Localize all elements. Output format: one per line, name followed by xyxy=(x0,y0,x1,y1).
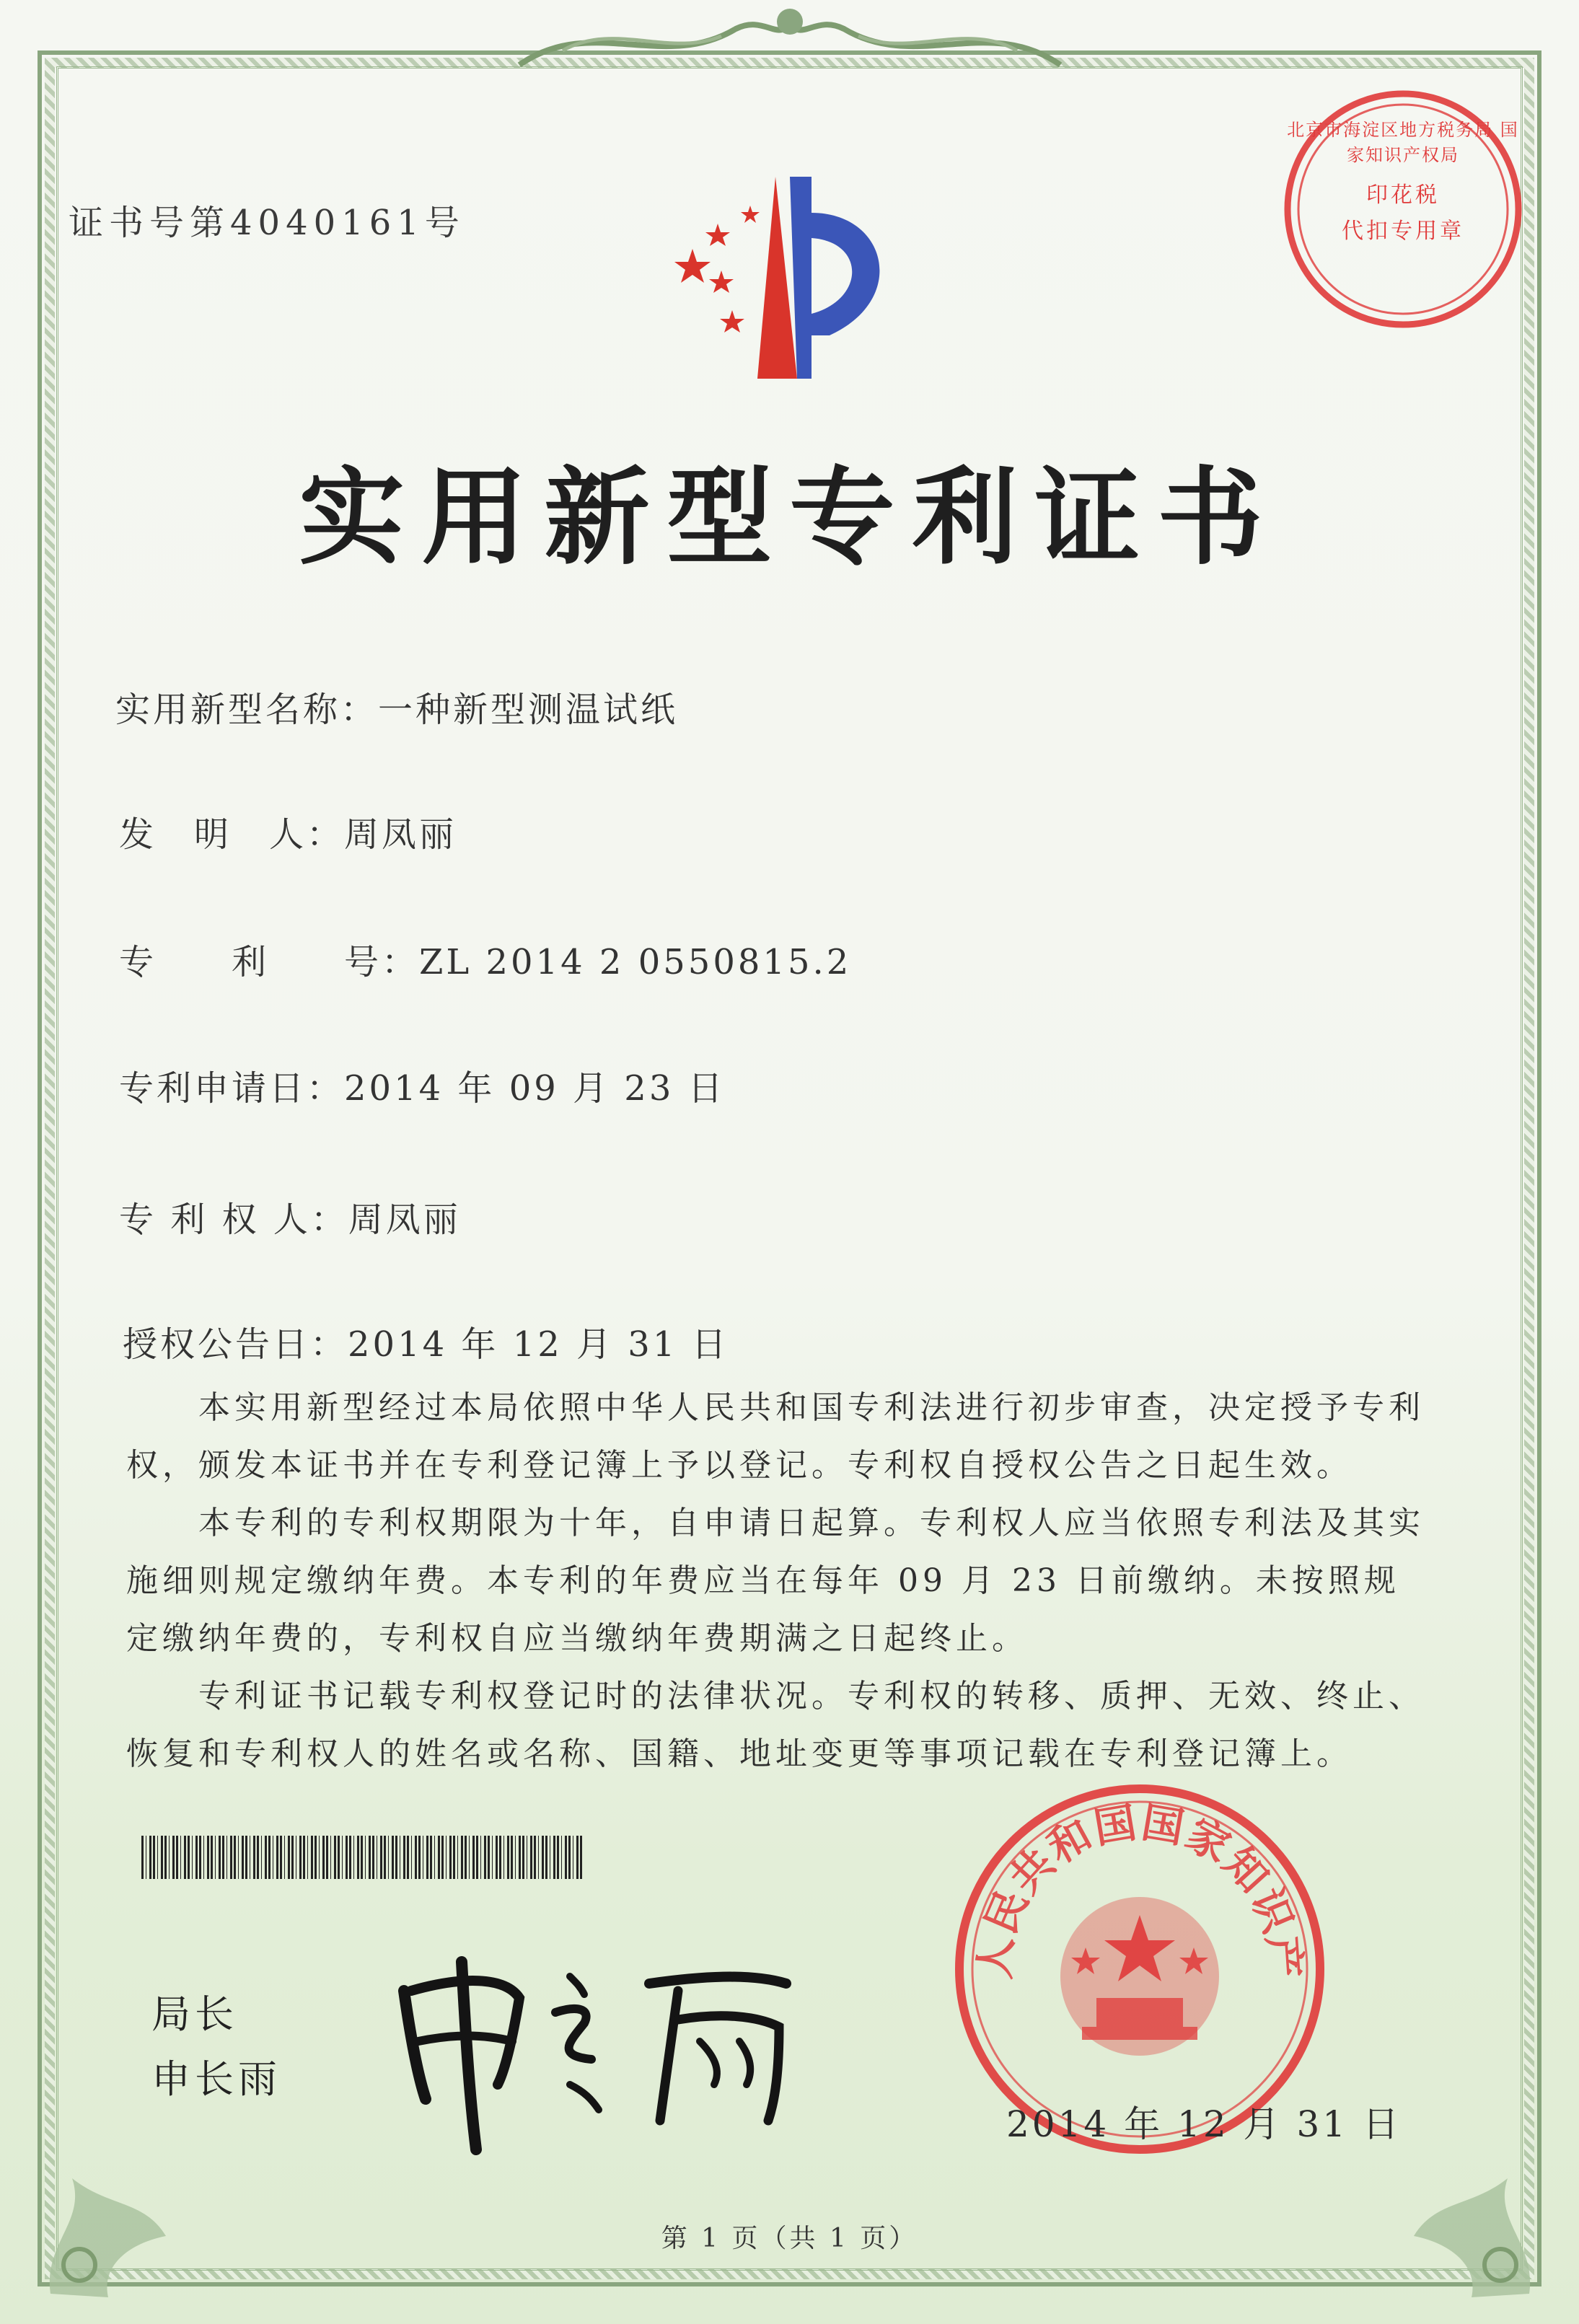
director-title: 局长 xyxy=(151,1991,238,2037)
director-name: 申长雨 xyxy=(151,2056,281,2102)
field-patent-number-label: 专 利 号： xyxy=(119,942,420,982)
field-name xyxy=(115,682,678,731)
field-name-label: 实用新型名称： xyxy=(115,690,379,730)
field-grant-date xyxy=(123,1316,729,1366)
page-title: 实用新型专利证书 xyxy=(299,457,1280,579)
field-inventor-value: 周凤丽 xyxy=(344,814,457,855)
field-grant-date-label: 授权公告日： xyxy=(123,1324,348,1365)
field-patentee xyxy=(119,1192,461,1241)
tax-seal xyxy=(1280,87,1526,332)
field-patent-number-value: ZL 2014 2 0550815.2 xyxy=(419,942,852,982)
tax-seal-center-line-2: 代扣专用章 xyxy=(1342,219,1464,244)
field-patent-number xyxy=(119,934,851,984)
field-inventor-label: 发 明 人： xyxy=(119,814,345,855)
official-seal-text: 人民共和国国家知识产 xyxy=(969,1797,1310,1981)
certificate-number: 证书号第4040161号 xyxy=(69,203,465,243)
field-grant-date-value: 2014 年 12 月 31 日 xyxy=(348,1324,729,1365)
tax-seal-ring-text: 北京市海淀区地方税务局 国家知识产权局 xyxy=(1287,120,1519,165)
field-inventor xyxy=(119,806,457,856)
issue-date: 2014 年 12 月 31 日 xyxy=(1006,2103,1402,2145)
field-patentee-value: 周凤丽 xyxy=(348,1200,461,1240)
body-paragraph-2: 本专利的专利权期限为十年，自申请日起算。专利权人应当依照专利法及其实施细则规定缴纳年费。本专利的年费应当在每年 09 月 23 日前缴纳。未按照规定缴纳年费的，专利权自应当缴纳年费期满之日起终止。 xyxy=(126,1505,1425,1657)
director-signature xyxy=(375,1933,822,2157)
top-ornament xyxy=(505,0,1075,79)
field-patentee-label: 专 利 权 人： xyxy=(119,1200,348,1240)
tax-seal-center-line-1: 印花税 xyxy=(1366,182,1440,208)
field-application-date-label: 专利申请日： xyxy=(119,1068,345,1109)
page-footer: 第 1 页（共 1 页） xyxy=(661,2224,918,2253)
sipo-logo-icon xyxy=(649,162,923,393)
barcode xyxy=(141,1836,583,1879)
body-paragraph-3: 专利证书记载专利权登记时的法律状况。专利权的转移、质押、无效、终止、恢复和专利权人的姓名或名称、国籍、地址变更等事项记载在专利登记簿上。 xyxy=(126,1678,1425,1772)
field-application-date xyxy=(119,1060,726,1110)
field-application-date-value: 2014 年 09 月 23 日 xyxy=(344,1068,726,1109)
body-paragraph-1: 本实用新型经过本局依照中华人民共和国专利法进行初步审查，决定授予专利权，颁发本证书并在专利登记簿上予以登记。专利权自授权公告之日起生效。 xyxy=(126,1389,1425,1484)
field-name-value: 一种新型测温试纸 xyxy=(378,690,679,730)
